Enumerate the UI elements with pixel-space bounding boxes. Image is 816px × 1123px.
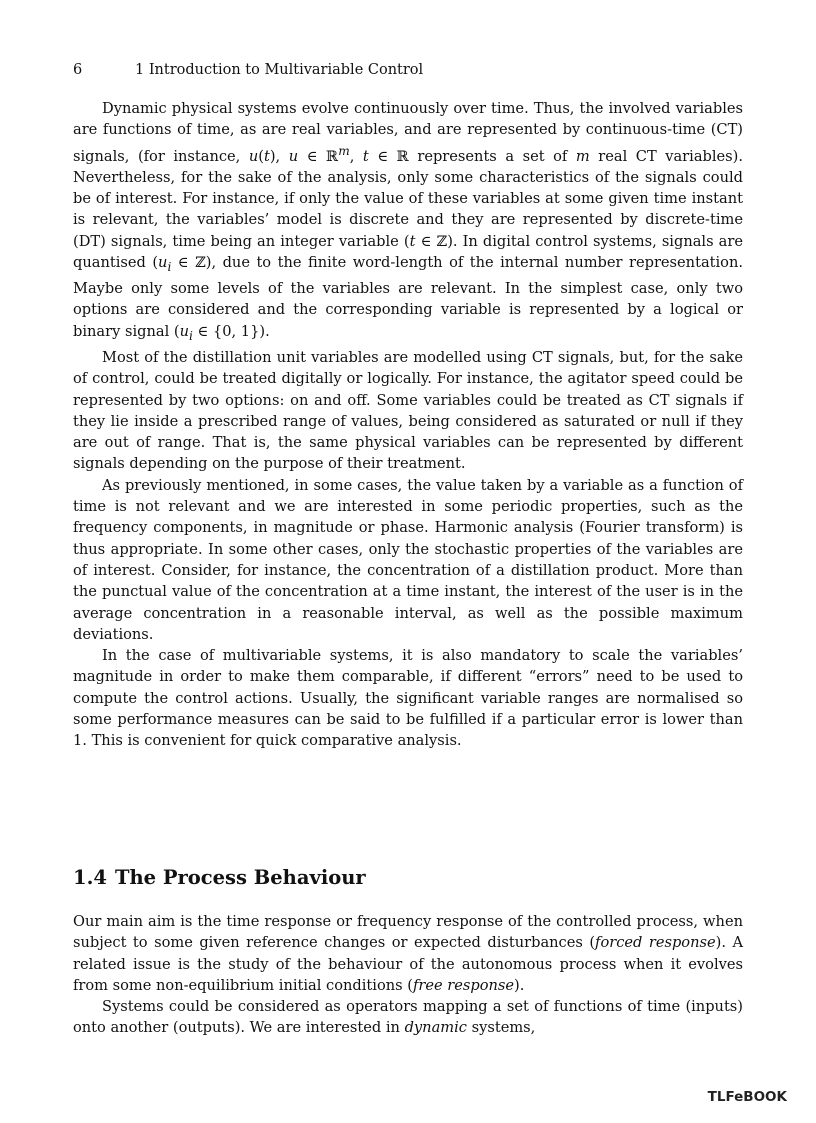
math-symbol: u [158,253,168,271]
math-symbol: i [167,259,172,274]
paragraph: Our main aim is the time response or frequency response of the controlled process, when subject to some given reference changes or expected disturbances (forced response). A related issue is the study of the behaviour of the autonomous process when it evolves from some non-equilibrium initial conditions (free response). [73,913,743,994]
math-symbol: m [575,147,590,165]
math-symbol: t [362,147,369,165]
paragraph: Dynamic physical systems evolve continuously over time. Thus, the involved variables are functions of time, as are real variables, and are represented by continuous-time (CT) signals, (for instance, u(t), u ∈ ℝ$^m$, t ∈ ℝ represents a set of m real CT variables). Nevertheless, for the sake of the analysis, only some characteristics of the signals could be of interest. For instance, if only the value of these variables at some given time instant is relevant, the variables’ model is discrete and they are represented by discrete-time (DT) signals, time being an integer variable (t ∈ ℤ). In digital control systems, signals are quantised ($u_i$ ∈ ℤ), due to the finite word-length of the internal number representation. Maybe only some levels of the variables are relevant. In the simplest case, only two options are considered and the corresponding variable is represented by a logical or binary signal ($u_i$ ∈ {0, 1}). [73,100,744,343]
watermark: TLFeBOOK [707,1089,787,1105]
page-number: 6 [73,62,83,78]
running-title: 1 Introduction to Multivariable Control [135,62,424,78]
section-number: 1.4 [73,866,107,889]
math-symbol: t [263,147,270,165]
section-text [73,911,743,1039]
math-symbol: forced response [595,934,716,952]
math-symbol: i [188,328,193,343]
paragraph: Systems could be considered as operators mapping a set of functions of time (inputs) onto another (outputs). We are interested in dynamic systems, [73,998,743,1037]
paragraph: In the case of multivariable systems, it is also mandatory to scale the variables’ magnitude in order to make them comparable, if different “errors” need to be used to compute the control actions. Usually, the significant variable ranges are normalised so some performance measures can be said to be fulfilled if a particular error is lower than 1. This is convenient for quick comparative analysis. [73,647,743,750]
math-symbol: t [409,232,416,250]
math-symbol: u [179,322,189,340]
paragraph: As previously mentioned, in some cases, the value taken by a variable as a function of time is not relevant and we are interested in some periodic properties, such as the frequency components, in magnitude or phase. Harmonic analysis (Fourier transform) is thus appropriate. In some other cases, only the stochastic properties of the variables are of interest. Consider, for instance, the concentration of a distillation product. More than the punctual value of the concentration at a time instant, the interest of the user is in the average concentration in a reasonable interval, as well as the possible maximum deviations. [73,476,743,643]
paragraph: Most of the distillation unit variables are modelled using CT signals, but, for the sake of control, could be treated digitally or logically. For instance, the agitator speed could be represented by two options: on and off. Some variables could be treated as CT signals if they lie inside a prescribed range of values, being considered as saturated or null if they are out of range. That is, the same physical variables can be represented by different signals depending on the purpose of their treatment. [73,348,743,473]
section-heading [73,866,743,890]
math-symbol: m [338,143,350,158]
math-symbol: u [288,147,299,165]
running-head [73,61,743,79]
math-symbol: dynamic [404,1019,467,1037]
main-text [73,98,743,752]
section-title: The Process Behaviour [114,866,366,889]
math-symbol: free response [412,976,515,994]
math-symbol: u [248,147,259,165]
